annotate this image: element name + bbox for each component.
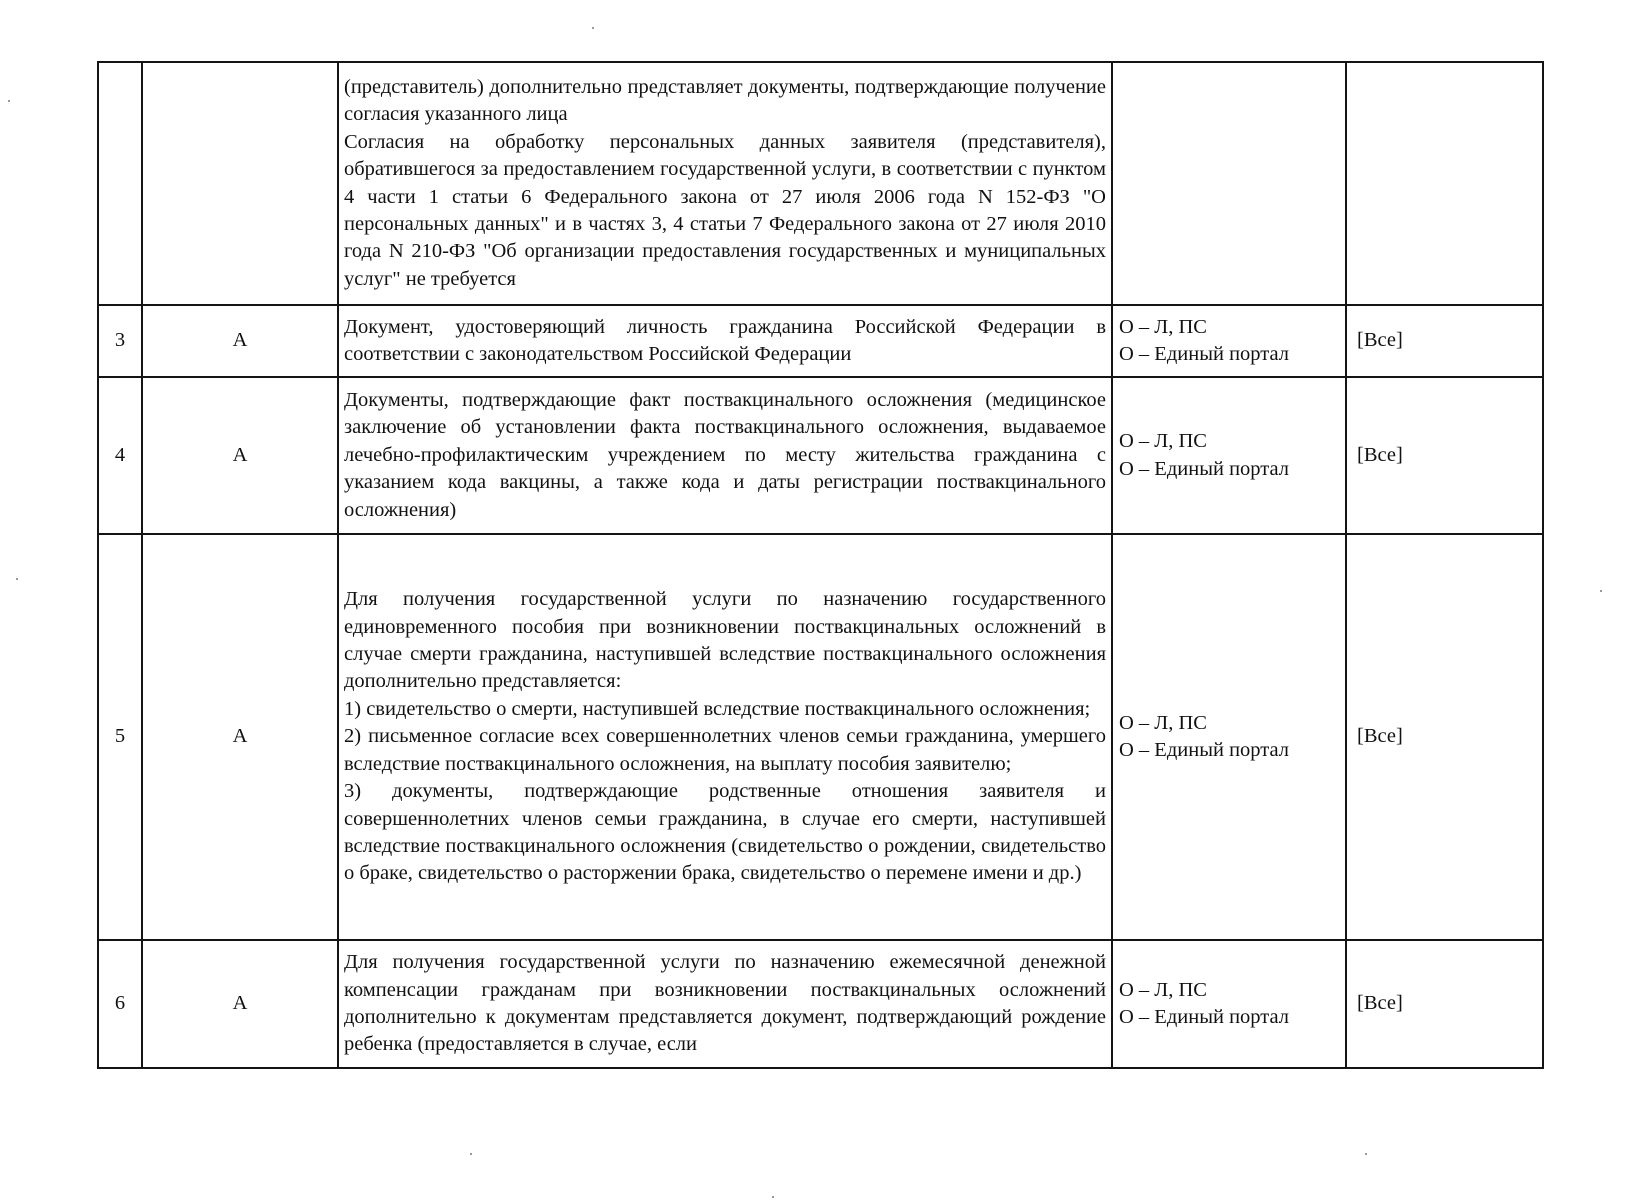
submission-method-line: О – Единый портал <box>1119 1006 1289 1028</box>
applicability-cell: [Все] <box>1346 940 1543 1068</box>
scan-speck <box>1600 590 1602 592</box>
scan-speck <box>772 1196 774 1198</box>
row-number-cell: 4 <box>98 377 142 534</box>
submission-method-line: О – Л, ПС <box>1119 978 1207 1001</box>
submission-method-line: О – Л, ПС <box>1119 430 1207 453</box>
row-code-cell: А <box>142 534 338 940</box>
submission-method-line: О – Л, ПС <box>1119 315 1207 338</box>
row-code-cell: А <box>142 940 338 1068</box>
table-row <box>98 534 1543 940</box>
submission-method-line: О – Единый портал <box>1119 343 1289 365</box>
scan-speck <box>16 578 18 580</box>
document-description-cell <box>338 940 1112 1068</box>
scan-speck <box>8 100 10 102</box>
description-paragraph: (представитель) дополнительно представляет документы, подтверждающие получение согласия указанного лица <box>344 75 1106 126</box>
scan-speck <box>470 1153 472 1155</box>
submission-method-cell <box>1112 940 1346 1068</box>
scan-speck <box>1365 1153 1367 1155</box>
submission-method-cell <box>1112 62 1346 305</box>
description-paragraph: 3) документы, подтверждающие родственные отношения заявителя и совершеннолетних членов семьи гражданина, в случае его смерти, наступившей вследствие поствакцинального осложнения (свидетельство о рождении, свидетельство о браке, свидетельство о расторжении брака, свидетельство о перемене имени и др.) <box>344 780 1106 885</box>
document-description-cell <box>338 305 1112 377</box>
row-code-cell: А <box>142 305 338 377</box>
document-description-cell <box>338 62 1112 305</box>
description-paragraph: 1) свидетельство о смерти, наступившей вследствие поствакцинального осложнения; <box>344 697 1091 720</box>
row-number-cell: 3 <box>98 305 142 377</box>
table-row <box>98 62 1543 305</box>
submission-method-line: О – Единый портал <box>1119 457 1289 480</box>
applicability-cell <box>1346 62 1543 305</box>
row-number-cell: 6 <box>98 940 142 1068</box>
row-code-cell: А <box>142 377 338 534</box>
row-code-cell <box>142 62 338 305</box>
submission-method-line: О – Л, ПС <box>1119 711 1207 734</box>
applicability-cell: [Все] <box>1346 377 1543 534</box>
applicability-cell: [Все] <box>1346 305 1543 377</box>
scan-speck <box>592 27 594 29</box>
documents-table <box>97 61 1544 1069</box>
description-paragraph: Для получения государственной услуги по назначению государственного единовременного пособия при возникновении поствакцинальных осложнений в случае смерти гражданина, наступившей вследствие поствакцинального осложнения дополнительно представляется: <box>344 588 1106 693</box>
submission-method-cell <box>1112 377 1346 534</box>
document-description-cell <box>338 377 1112 534</box>
document-description-cell <box>338 534 1112 940</box>
row-number-cell: 5 <box>98 534 142 940</box>
description-paragraph: Документ, удостоверяющий личность гражданина Российской Федерации в соответствии с законодательством Российской Федерации <box>344 315 1106 365</box>
description-paragraph: 2) письменное согласие всех совершеннолетних членов семьи гражданина, умершего вследствие поствакцинального осложнения, на выплату пособия заявителю; <box>344 725 1106 775</box>
table-row <box>98 940 1543 1068</box>
table-row <box>98 305 1543 377</box>
description-paragraph: Документы, подтверждающие факт поствакцинального осложнения (медицинское заключение об установлении факта поствакцинального осложнения, выдаваемое лечебно-профилактическим учреждением по месту жительства гражданина с указанием кода вакцины, а также кода и даты регистрации поствакцинального осложнения) <box>344 388 1106 521</box>
submission-method-line: О – Единый портал <box>1119 739 1289 761</box>
applicability-cell: [Все] <box>1346 534 1543 940</box>
row-number-cell <box>98 62 142 305</box>
submission-method-cell <box>1112 305 1346 377</box>
description-paragraph: Для получения государственной услуги по назначению ежемесячной денежной компенсации гражданам при возникновении поствакцинальных осложнений дополнительно к документам представляется документ, подтверждающий рождение ребенка (предоставляется в случае, если <box>344 951 1106 1056</box>
description-paragraph: Согласия на обработку персональных данных заявителя (представителя), обратившегося за предоставлением государственной услуги, в соответствии с пунктом 4 части 1 статьи 6 Федерального закона от 27 июля 2006 года N 152-ФЗ "О персональных данных" и в частях 3, 4 статьи 7 Федерального закона от 27 июля 2010 года N 210-ФЗ "Об организации предоставления государственных и муниципальных услуг" не требуется <box>344 130 1106 290</box>
submission-method-cell <box>1112 534 1346 940</box>
table-row <box>98 377 1543 534</box>
